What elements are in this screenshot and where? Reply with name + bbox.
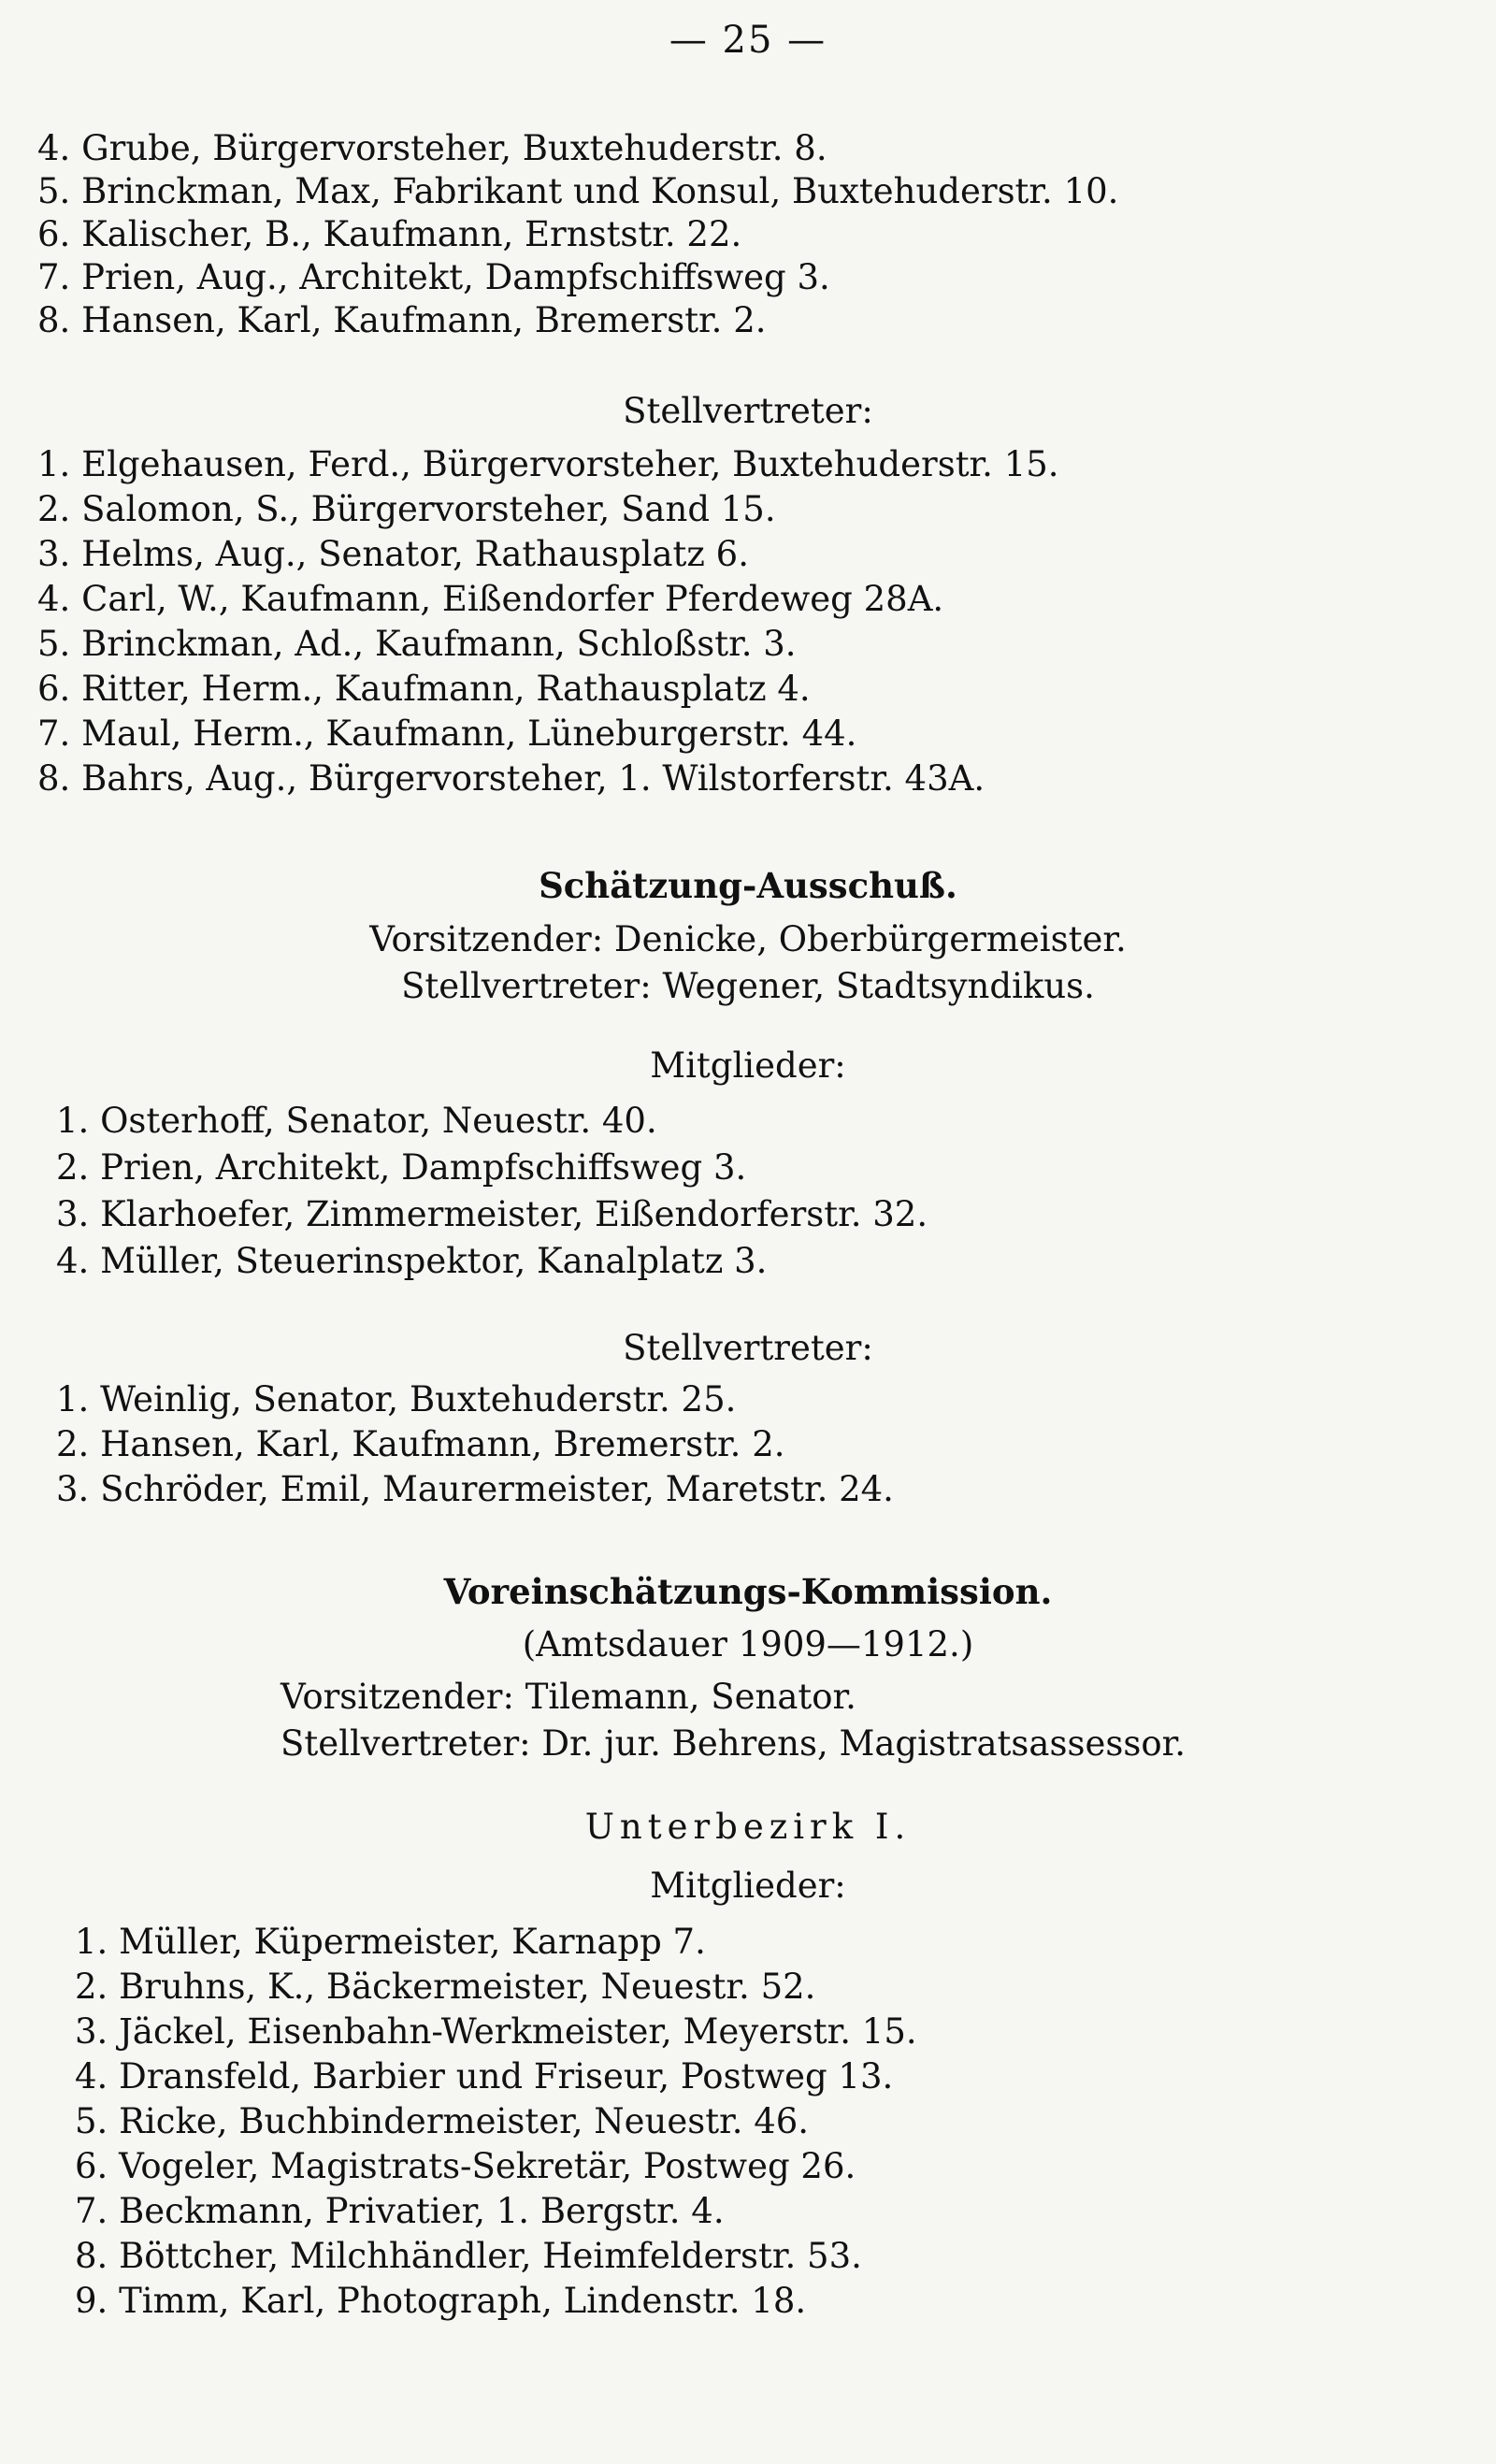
list-item: 8. Hansen, Karl, Kaufmann, Bremerstr. 2.: [37, 300, 767, 340]
list-item: 6. Vogeler, Magistrats-Sekretär, Postweg 26.: [75, 2146, 856, 2186]
deputies-heading: Stellvertreter:: [623, 1328, 873, 1368]
list-item: 2. Bruhns, K., Bäckermeister, Neuestr. 52.: [75, 1967, 816, 2007]
list-item: 7. Maul, Herm., Kaufmann, Lüneburgerstr. 44.: [37, 713, 857, 754]
list-item: 1. Weinlig, Senator, Buxtehuderstr. 25.: [56, 1379, 737, 1419]
vice-line: Stellvertreter: Dr. jur. Behrens, Magistratsassessor.: [280, 1723, 1186, 1764]
list-item: 4. Müller, Steuerinspektor, Kanalplatz 3.: [56, 1241, 768, 1281]
deputies-heading: Stellvertreter:: [623, 391, 873, 431]
list-item: 2. Prien, Architekt, Dampfschiffsweg 3.: [56, 1147, 747, 1188]
members-heading: Mitglieder:: [650, 1045, 846, 1086]
list-item: 2. Salomon, S., Bürgervorsteher, Sand 15.: [37, 489, 776, 529]
list-item: 1. Osterhoff, Senator, Neuestr. 40.: [56, 1101, 657, 1141]
list-item: 6. Ritter, Herm., Kaufmann, Rathausplatz 4.: [37, 669, 811, 709]
list-item: 4. Grube, Bürgervorsteher, Buxtehuderstr. 8.: [37, 128, 827, 168]
list-item: 4. Carl, W., Kaufmann, Eißendorfer Pferdeweg 28A.: [37, 579, 944, 619]
list-item: 1. Elgehausen, Ferd., Bürgervorsteher, Buxtehuderstr. 15.: [37, 444, 1059, 484]
list-item: 3. Schröder, Emil, Maurermeister, Maretstr. 24.: [56, 1469, 894, 1509]
list-item: 5. Brinckman, Ad., Kaufmann, Schloßstr. 3.: [37, 624, 797, 664]
list-item: 5. Ricke, Buchbindermeister, Neuestr. 46.: [75, 2101, 810, 2141]
term-line: (Amtsdauer 1909—1912.): [522, 1624, 974, 1664]
chair-line: Vorsitzender: Denicke, Oberbürgermeister.: [369, 919, 1127, 959]
list-item: 7. Beckmann, Privatier, 1. Bergstr. 4.: [75, 2191, 725, 2231]
list-item: 9. Timm, Karl, Photograph, Lindenstr. 18.: [75, 2281, 807, 2321]
vice-line: Stellvertreter: Wegener, Stadtsyndikus.: [401, 966, 1095, 1006]
list-item: 3. Klarhoefer, Zimmermeister, Eißendorferstr. 32.: [56, 1194, 928, 1234]
list-item: 6. Kalischer, B., Kaufmann, Ernststr. 22.: [37, 214, 742, 254]
list-item: 5. Brinckman, Max, Fabrikant und Konsul, Buxtehuderstr. 10.: [37, 171, 1119, 211]
page-number: — 25 —: [669, 19, 827, 62]
chair-line: Vorsitzender: Tilemann, Senator.: [280, 1677, 856, 1717]
list-item: 1. Müller, Küpermeister, Karnapp 7.: [75, 1922, 706, 1962]
list-item: 4. Dransfeld, Barbier und Friseur, Postweg 13.: [75, 2056, 894, 2097]
section-title: Schätzung-Ausschuß.: [539, 865, 957, 906]
members-heading: Mitglieder:: [650, 1866, 846, 1906]
subdistrict-heading: Unterbezirk I.: [584, 1807, 912, 1847]
list-item: 2. Hansen, Karl, Kaufmann, Bremerstr. 2.: [56, 1424, 785, 1464]
list-item: 3. Jäckel, Eisenbahn-Werkmeister, Meyerstr. 15.: [75, 2011, 917, 2052]
section-title: Voreinschätzungs-Kommission.: [443, 1571, 1053, 1612]
list-item: 8. Bahrs, Aug., Bürgervorsteher, 1. Wilstorferstr. 43A.: [37, 758, 985, 799]
list-item: 7. Prien, Aug., Architekt, Dampfschiffsweg 3.: [37, 257, 830, 297]
list-item: 8. Böttcher, Milchhändler, Heimfelderstr. 53.: [75, 2236, 862, 2276]
list-item: 3. Helms, Aug., Senator, Rathausplatz 6.: [37, 534, 749, 574]
